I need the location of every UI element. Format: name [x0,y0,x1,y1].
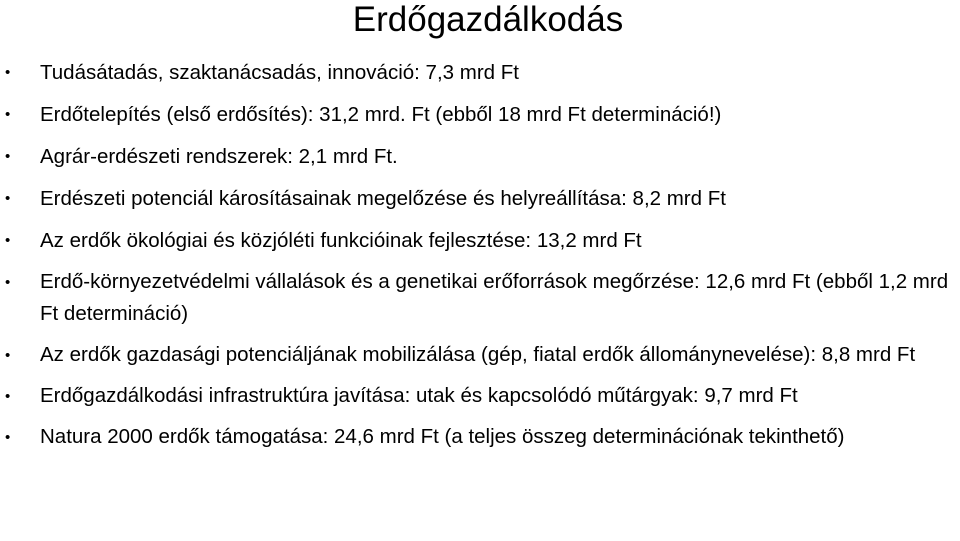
bullet-icon: • [5,190,11,207]
list-item-text: Erdészeti potenciál károsításainak megelőzése és helyreállítása: 8,2 mrd Ft [40,187,726,210]
bullet-icon: • [5,232,11,249]
list-item [0,266,960,330]
list-item-text: Erdő-környezetvédelmi vállalások és a genetikai erőforrások megőrzése: 12,6 mrd Ft (ebből 1,2 mrd Ft determináció) [40,270,949,325]
list-item-text: Agrár-erdészeti rendszerek: 2,1 mrd Ft. [40,145,398,168]
list-item-text: Tudásátadás, szaktanácsadás, innováció: 7,3 mrd Ft [40,61,519,84]
bullet-icon: • [5,388,11,405]
list-item [0,140,960,173]
bullet-icon: • [5,148,11,165]
list-item [0,421,960,453]
bullet-icon: • [5,64,11,81]
list-item [0,224,960,257]
bullet-icon: • [5,274,11,291]
list-item [0,56,960,89]
list-item-text: Erdőtelepítés (első erdősítés): 31,2 mrd. Ft (ebből 18 mrd Ft determináció!) [40,103,722,126]
bullet-icon: • [5,347,11,364]
bullet-icon: • [5,106,11,123]
list-item-text: Az erdők gazdasági potenciáljának mobilizálása (gép, fiatal erdők állománynevelése): 8,8 mrd Ft [40,343,916,366]
list-item-text: Natura 2000 erdők támogatása: 24,6 mrd Ft (a teljes összeg determinációnak tekinthető) [40,425,845,448]
list-item [0,182,960,215]
bullet-list [0,56,960,462]
list-item [0,380,960,412]
bullet-icon: • [5,429,11,446]
slide-title: Erdőgazdálkodás [352,0,624,39]
list-item-text: Az erdők ökológiai és közjóléti funkcióinak fejlesztése: 13,2 mrd Ft [40,229,642,252]
list-item-text: Erdőgazdálkodási infrastruktúra javítása: utak és kapcsolódó műtárgyak: 9,7 mrd Ft [40,384,798,407]
list-item [0,98,960,131]
list-item [0,339,960,371]
